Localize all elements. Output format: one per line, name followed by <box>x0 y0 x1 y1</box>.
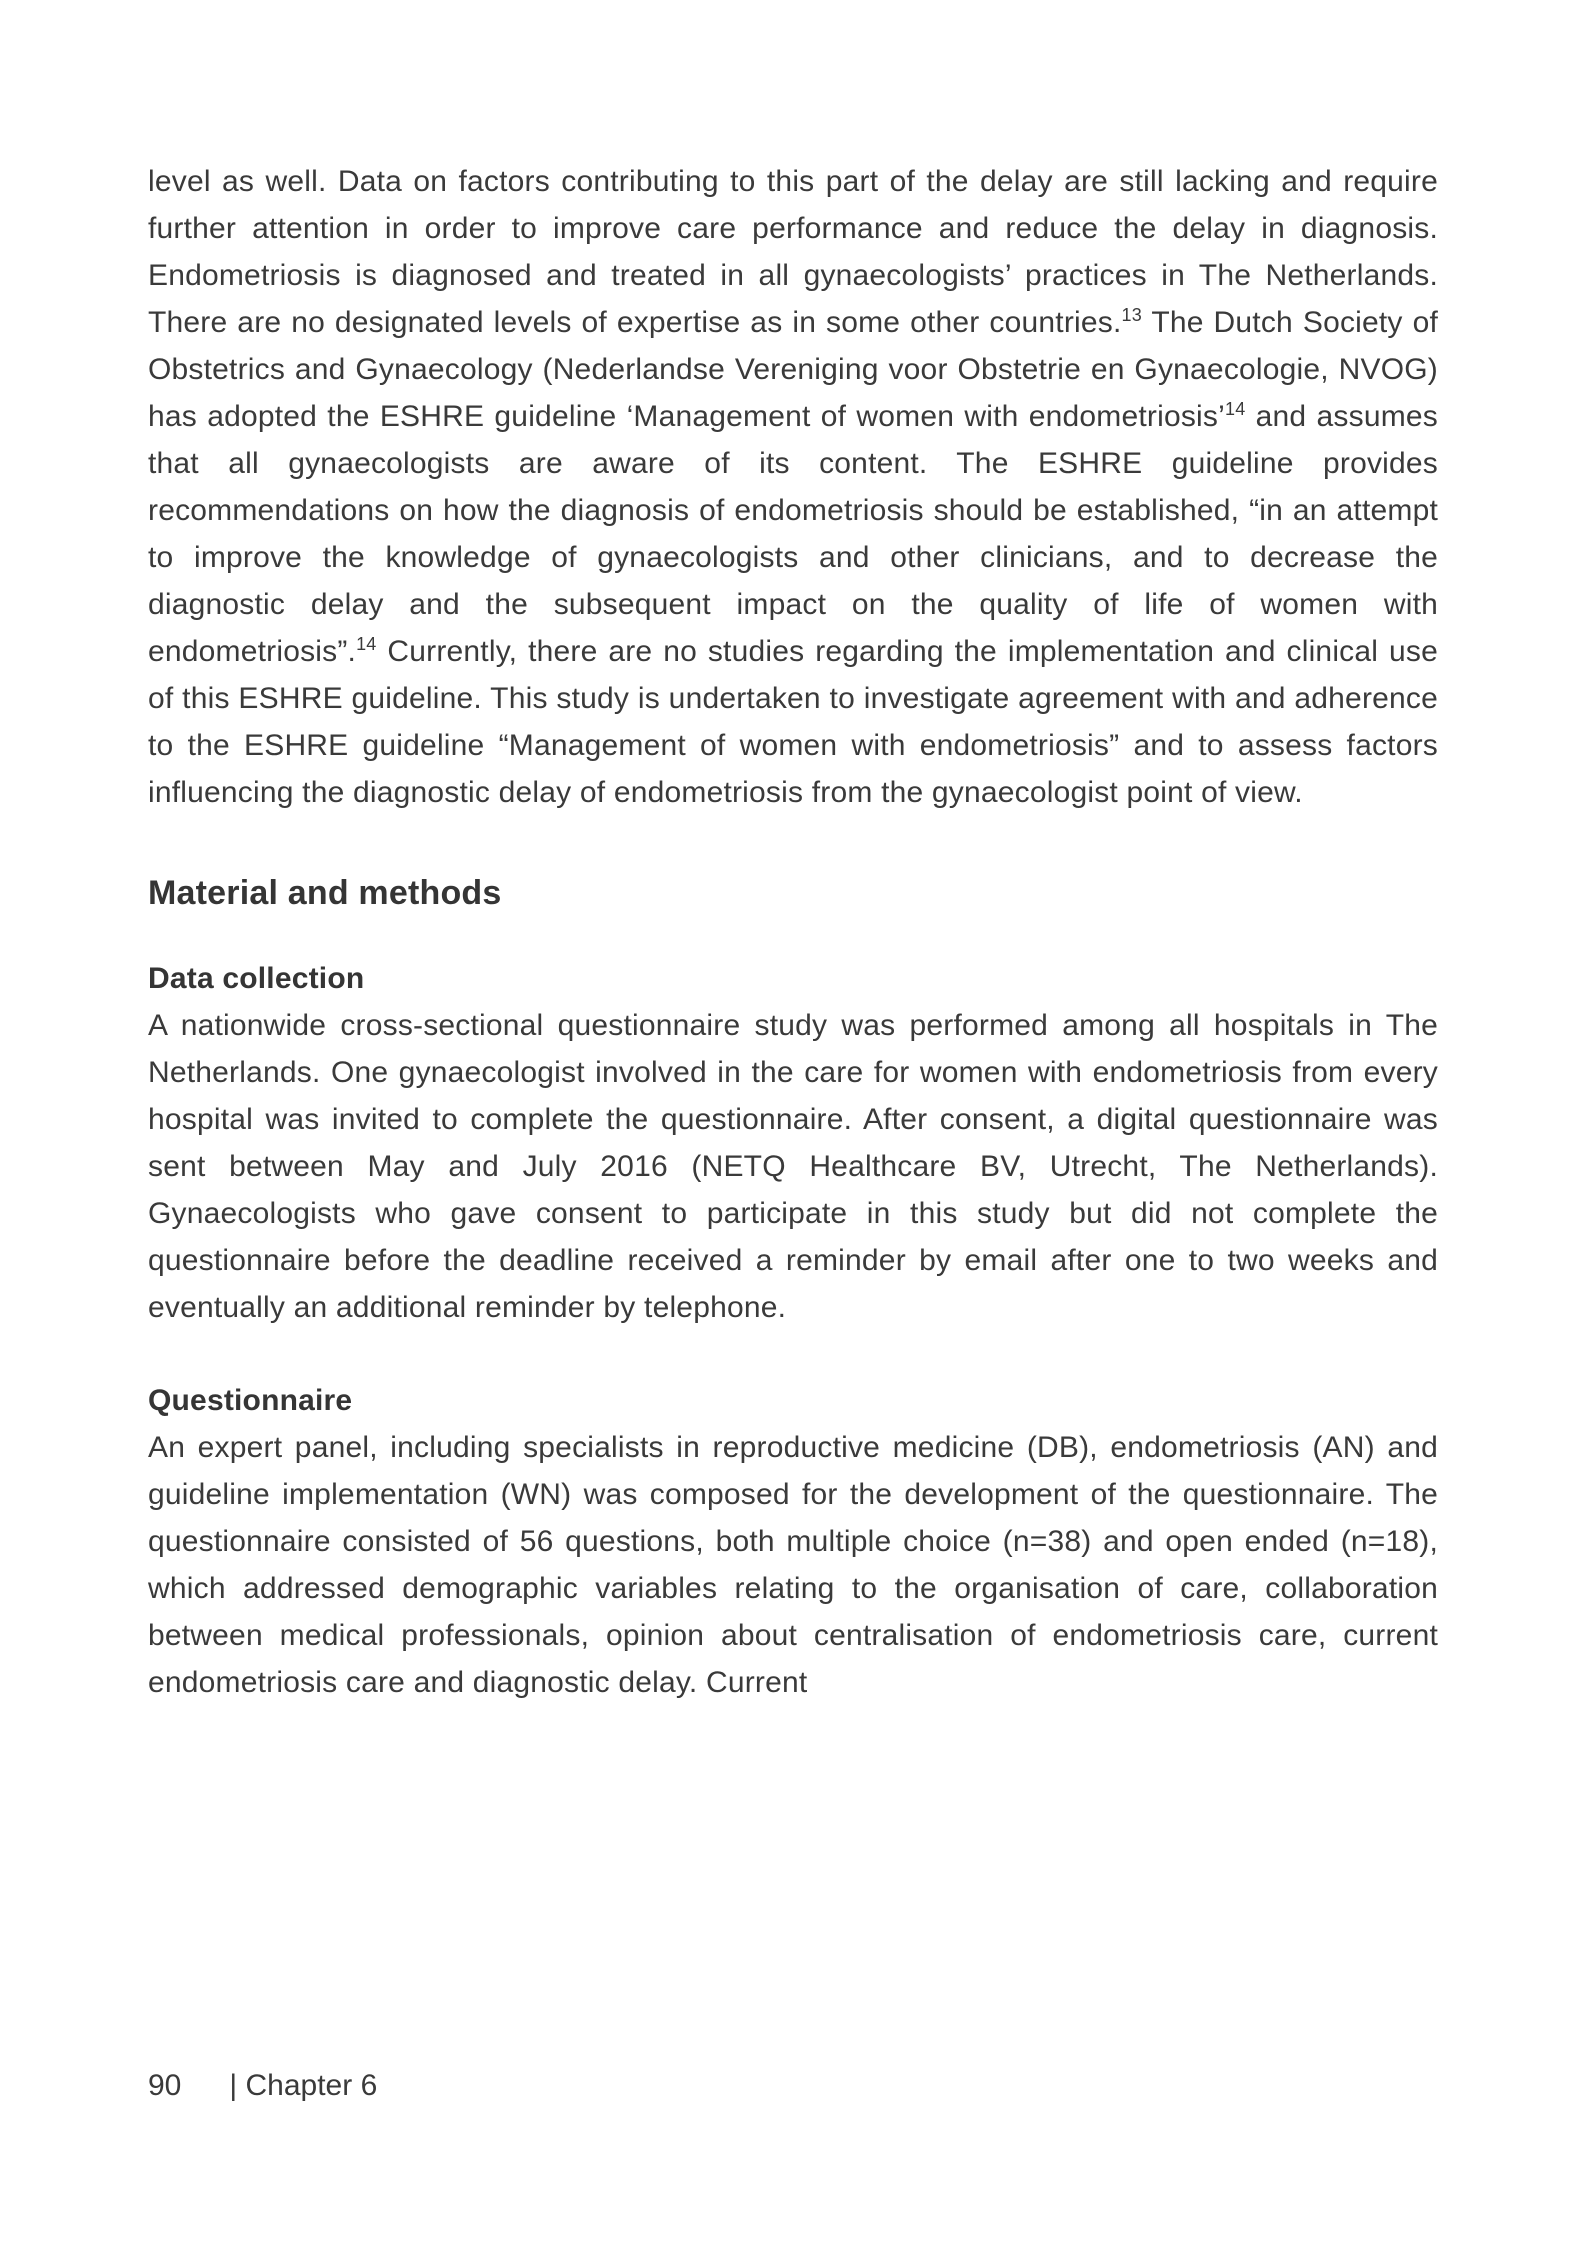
subsection-heading-questionnaire: Questionnaire <box>148 1384 353 1417</box>
section-heading-material-and-methods: Material and methods <box>148 874 502 912</box>
footnote-ref-14a: 14 <box>1225 399 1246 419</box>
intro-paragraph <box>148 158 1438 816</box>
page-number: 90 <box>148 2069 182 2102</box>
page-footer <box>148 2062 377 2109</box>
questionnaire-paragraph: An expert panel, including specialists in reproductive medicine (DB), endometriosis (AN) and guideline implementation (WN) was composed for the development of the questionnaire. The questionnaire consisted of 56 questions, both multiple choice (n=38) and open ended (n=18), which addressed demographic variables relating to the organisation of care, collaboration between medical professionals, opinion about centralisation of endometriosis care, current endometriosis care and diagnostic delay. Current <box>148 1431 1438 1699</box>
chapter-label: | Chapter 6 <box>229 2069 378 2102</box>
data-collection-paragraph: A nationwide cross-sectional questionnaire study was performed among all hospitals in The Netherlands. One gynaecologist involved in the care for women with endometriosis from every hospital was invited to complete the questionnaire. After consent, a digital questionnaire was sent between May and July 2016 (NETQ Healthcare BV, Utrecht, The Netherlands). Gynaecologists who gave consent to participate in this study but did not complete the questionnaire before the deadline received a reminder by email after one to two weeks and eventually an additional reminder by telephone. <box>148 1009 1438 1324</box>
page-content <box>148 158 1438 1706</box>
intro-text-1: level as well. Data on factors contributing to this part of the delay are still lacking and require further attention in order to improve care performance and reduce the delay in diagnosis. Endometriosis is diagnosed and treated in all gynaecologists’ practices in The Netherlands. There are no designated levels of expertise as in some other countries. <box>148 165 1438 339</box>
subsection-heading-data-collection: Data collection <box>148 962 365 995</box>
intro-text-4: Currently, there are no studies regarding the implementation and clinical use of this ESHRE guideline. This study is undertaken to investigate agreement with and adherence to the ESHRE guideline “Management of women with endometriosis” and to assess factors influencing the diagnostic delay of endometriosis from the gynaecologist point of view. <box>148 635 1438 809</box>
footnote-ref-14b: 14 <box>356 634 377 654</box>
footnote-ref-13: 13 <box>1121 305 1142 325</box>
intro-text-3: and assumes that all gynaecologists are aware of its content. The ESHRE guideline provides recommendations on how the diagnosis of endometriosis should be established, “in an attempt to improve the knowledge of gynaecologists and other clinicians, and to decrease the diagnostic delay and the subsequent impact on the quality of life of women with endometriosis”. <box>148 400 1438 668</box>
intro-text-2: The Dutch Society of Obstetrics and Gynaecology (Nederlandse Vereniging voor Obstetrie en Gynaecologie, NVOG) has adopted the ESHRE guideline ‘Management of women with endometriosis’ <box>148 306 1438 433</box>
